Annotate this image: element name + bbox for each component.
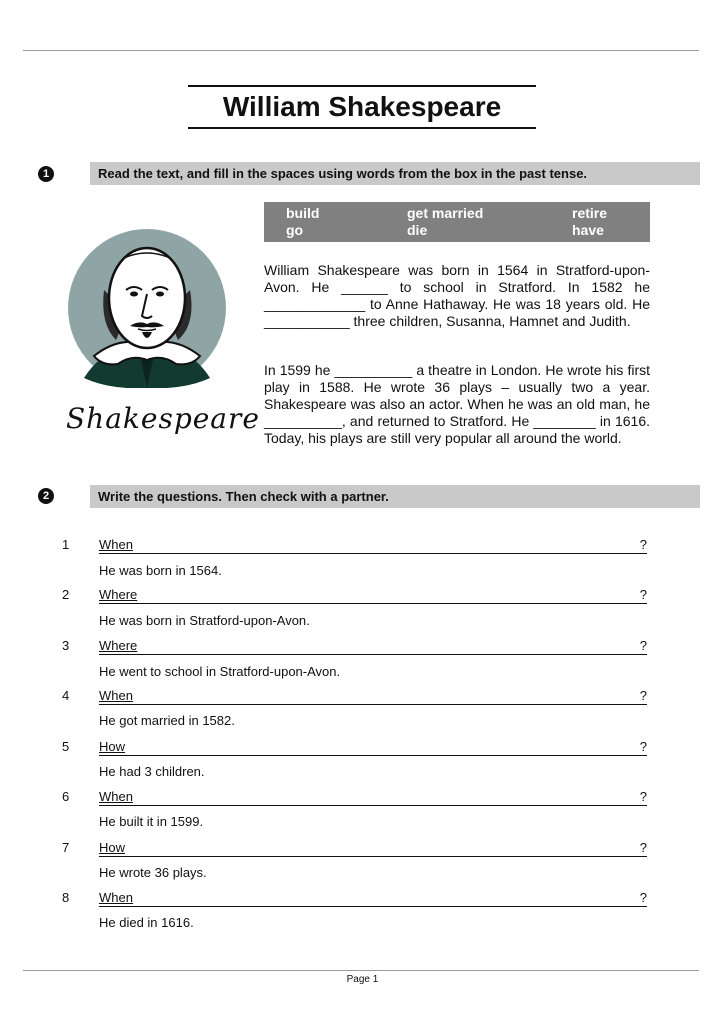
- question-answer-line[interactable]: [99, 587, 647, 604]
- question-number: 3: [62, 638, 70, 653]
- question-answer-line[interactable]: [99, 890, 647, 907]
- question-mark: ?: [639, 789, 647, 804]
- question-word: When: [99, 789, 133, 804]
- answer-text: He had 3 children.: [99, 764, 205, 779]
- question-number: 1: [62, 537, 70, 552]
- word-box: [264, 202, 650, 242]
- bottom-rule: [23, 970, 699, 971]
- question-mark: ?: [639, 537, 647, 552]
- answer-text: He died in 1616.: [99, 915, 194, 930]
- question-mark: ?: [639, 638, 647, 653]
- question-mark: ?: [639, 739, 647, 754]
- section-1-number: 1: [38, 166, 54, 182]
- shakespeare-portrait: [64, 228, 230, 388]
- question-answer-line[interactable]: [99, 537, 647, 554]
- word-box-item: go: [286, 222, 304, 238]
- question-answer-line[interactable]: [99, 789, 647, 806]
- question-word: How: [99, 840, 126, 855]
- question-answer-line[interactable]: [99, 688, 647, 705]
- question-number: 4: [62, 688, 70, 703]
- question-word: When: [99, 688, 133, 703]
- answer-text: He went to school in Stratford-upon-Avon.: [99, 664, 341, 679]
- word-box-item: retire: [572, 205, 608, 221]
- page-title: William Shakespeare: [188, 85, 536, 129]
- reading-paragraph-2: In 1599 he __________ a theatre in London. He wrote his first play in 1588. He wrote 36 plays – usually two a year. Shakespeare was also an actor. When he was an old man, he __________, and returned to Stratford. He ________ in 1616. Today, his plays are still very popular all around the world.: [264, 362, 650, 446]
- section-1-instruction: Read the text, and fill in the spaces using words from the box in the past tense.: [90, 162, 700, 185]
- question-word: Where: [99, 638, 138, 653]
- word-box-item: have: [572, 222, 604, 238]
- reading-paragraph-1: William Shakespeare was born in 1564 in Stratford-upon-Avon. He ______ to school in Stratford. In 1582 he _____________ to Anne Hathaway. He was 18 years old. He ___________ three children, Susanna, Hamnet and Judith.: [264, 262, 650, 329]
- question-word: Where: [99, 587, 138, 602]
- question-number: 5: [62, 739, 70, 754]
- question-answer-line[interactable]: [99, 840, 647, 857]
- top-rule: [23, 50, 699, 51]
- answer-text: He wrote 36 plays.: [99, 865, 207, 880]
- answer-text: He got married in 1582.: [99, 713, 235, 728]
- question-mark: ?: [639, 840, 647, 855]
- question-word: When: [99, 890, 133, 905]
- question-answer-line[interactable]: [99, 739, 647, 756]
- section-2-instruction: Write the questions. Then check with a partner.: [90, 485, 700, 508]
- word-box-item: die: [407, 222, 428, 238]
- word-box-item: build: [286, 205, 320, 221]
- answer-text: He was born in Stratford-upon-Avon.: [99, 613, 310, 628]
- question-mark: ?: [639, 688, 647, 703]
- answer-text: He built it in 1599.: [99, 814, 204, 829]
- section-2-number: 2: [38, 488, 54, 504]
- question-number: 7: [62, 840, 70, 855]
- question-number: 8: [62, 890, 70, 905]
- question-answer-line[interactable]: [99, 638, 647, 655]
- answer-text: He was born in 1564.: [99, 563, 222, 578]
- question-mark: ?: [639, 587, 647, 602]
- question-number: 6: [62, 789, 70, 804]
- question-mark: ?: [639, 890, 647, 905]
- page-number: Page 1: [346, 974, 379, 985]
- word-box-item: get married: [407, 205, 484, 221]
- question-number: 2: [62, 587, 70, 602]
- question-word: How: [99, 739, 126, 754]
- signature: Shakespeare: [66, 402, 260, 435]
- question-word: When: [99, 537, 133, 552]
